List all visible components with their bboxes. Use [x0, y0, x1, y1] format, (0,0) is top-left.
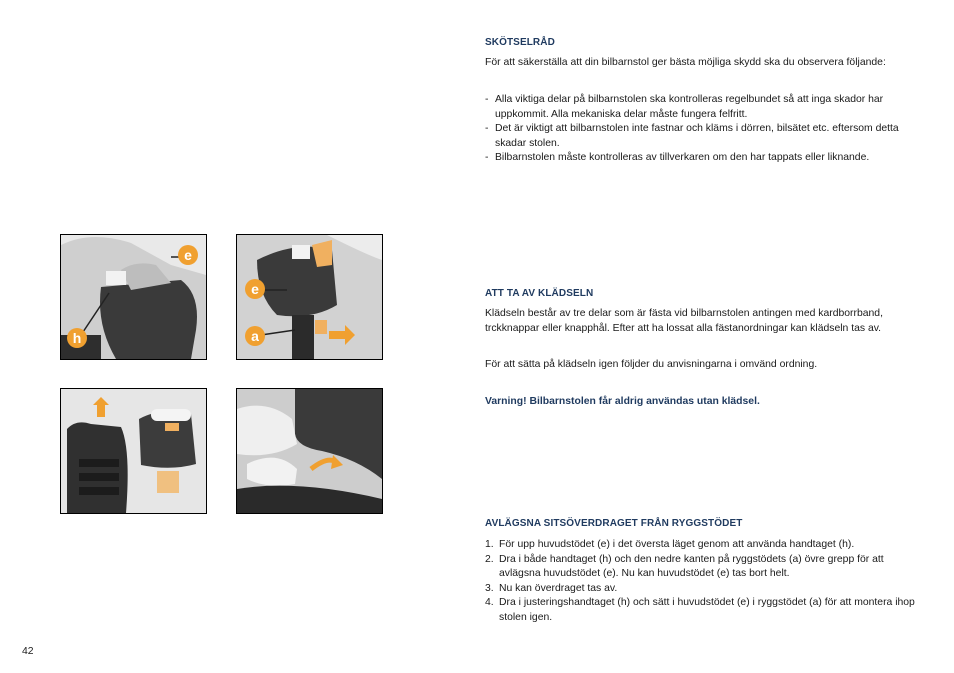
step-number: 3.	[485, 582, 494, 594]
step-number: 4.	[485, 597, 494, 608]
step-text: Dra i justeringshandtaget (h) och sätt i huvudstödet (e) i ryggstödet (a) för att montera ihop stolen igen.	[499, 597, 915, 623]
care-list	[485, 93, 925, 166]
step-number: 2.	[485, 553, 494, 565]
label-h-badge: h	[67, 328, 87, 348]
step-text: Dra i både handtaget (h) och den nedre kanten på ryggstödets (a) övre grepp för att avlägsna huvudstödet (e). Nu kan huvudstödet (e) tas bort helt.	[499, 553, 884, 579]
care-intro: För att säkerställa att din bilbarnstol ger bästa möjliga skydd ska du observera följande:	[485, 57, 886, 68]
step-text: Nu kan överdraget tas av.	[499, 582, 618, 594]
warning-text: Varning! Bilbarnstolen får aldrig användas utan klädsel.	[485, 396, 760, 407]
figure-4-photo	[236, 388, 383, 514]
cover-paragraph-2: För att sätta på klädseln igen följder du anvisningarna i omvänd ordning.	[485, 359, 818, 370]
section-title-care: SKÖTSELRÅD	[485, 37, 555, 48]
cover-paragraph-1: Klädseln består av tre delar som är fästa vid bilbarnstolen antingen med kardborrband, trckknappar eller knapphål. Efter att ha lossat alla fästanordningar kan klädseln tas av.	[485, 308, 883, 334]
section-title-remove: AVLÄGSNA SITSÖVERDRAGET FRÅN RYGGSTÖDET	[485, 518, 743, 529]
figure-3-photo	[60, 388, 207, 514]
list-item	[485, 553, 925, 582]
label-e-badge: e	[245, 279, 265, 299]
list-item	[485, 538, 925, 553]
list-item	[485, 582, 925, 597]
page-number: 42	[22, 646, 34, 657]
section-title-cover: ATT TA AV KLÄDSELN	[485, 288, 594, 299]
label-a-badge: a	[245, 326, 265, 346]
figure-2-photo	[236, 234, 383, 360]
list-item: - Det är viktigt att bilbarnstolen inte fastnar och kläms i dörren, bilsätet etc. eftersom detta skadar stolen.	[485, 122, 925, 151]
label-e-badge: e	[178, 245, 198, 265]
list-item: - Bilbarnstolen måste kontrolleras av tillverkaren om den har tappats eller liknande.	[485, 151, 925, 166]
step-text: För upp huvudstödet (e) i det översta läget genom att använda handtaget (h).	[499, 539, 855, 550]
step-number: 1.	[485, 539, 494, 550]
remove-steps	[485, 538, 925, 625]
list-item	[485, 596, 925, 625]
list-item: - Alla viktiga delar på bilbarnstolen ska kontrolleras regelbundet så att inga skador har uppkommit. Alla mekaniska delar måste fungera felfritt.	[485, 93, 925, 122]
figure-1-photo	[60, 234, 207, 360]
